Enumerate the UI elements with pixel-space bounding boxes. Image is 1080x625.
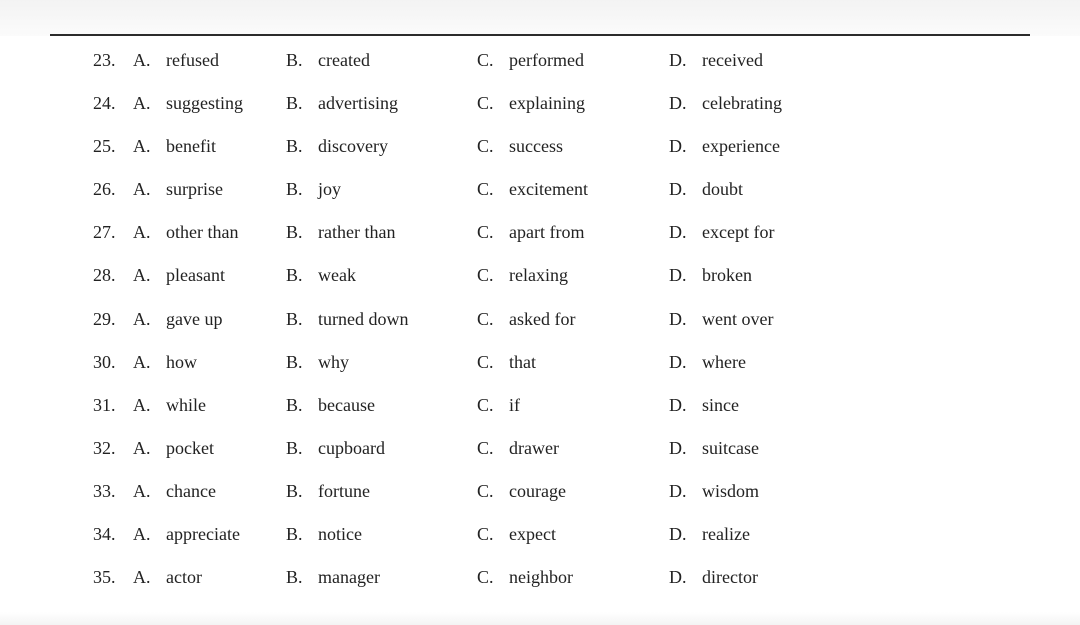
option-c: success (509, 136, 563, 157)
option-c: apart from (509, 222, 585, 243)
option-letter-a: A. (133, 222, 151, 243)
option-d: experience (702, 136, 780, 157)
option-b: fortune (318, 480, 370, 501)
option-letter-b: B. (286, 437, 303, 458)
option-letter-b: B. (286, 480, 303, 501)
option-letter-b: B. (286, 524, 303, 545)
option-c: asked for (509, 308, 576, 329)
option-d: doubt (702, 179, 744, 200)
option-c: explaining (509, 93, 585, 114)
option-letter-d: D. (669, 265, 687, 286)
option-letter-c: C. (477, 265, 494, 286)
option-letter-b: B. (286, 50, 303, 70)
option-d: since (702, 394, 739, 415)
question-row (0, 298, 1080, 341)
option-letter-c: C. (477, 50, 494, 70)
option-letter-d: D. (669, 50, 687, 70)
question-list (0, 39, 1080, 599)
question-row (0, 211, 1080, 254)
option-letter-a: A. (133, 265, 151, 286)
option-b: because (318, 394, 375, 415)
option-a: chance (166, 480, 216, 501)
option-letter-d: D. (669, 308, 687, 329)
option-letter-d: D. (669, 437, 687, 458)
question-number: 28. (93, 265, 116, 286)
option-b: why (318, 351, 349, 372)
option-d: except for (702, 222, 775, 243)
option-letter-b: B. (286, 351, 303, 372)
option-letter-a: A. (133, 394, 151, 415)
option-d: where (702, 351, 746, 372)
option-letter-a: A. (133, 351, 151, 372)
option-c: if (509, 394, 520, 415)
option-letter-d: D. (669, 351, 687, 372)
option-a: surprise (166, 179, 223, 200)
option-letter-c: C. (477, 308, 494, 329)
option-letter-a: A. (133, 437, 151, 458)
option-letter-c: C. (477, 351, 494, 372)
option-letter-b: B. (286, 179, 303, 200)
option-letter-c: C. (477, 93, 494, 114)
option-a: benefit (166, 136, 216, 157)
option-letter-b: B. (286, 567, 303, 588)
option-letter-d: D. (669, 93, 687, 114)
option-letter-d: D. (669, 480, 687, 501)
option-letter-a: A. (133, 136, 151, 157)
option-letter-c: C. (477, 480, 494, 501)
option-a: refused (166, 50, 219, 70)
option-letter-a: A. (133, 567, 151, 588)
option-c: performed (509, 50, 584, 70)
option-letter-d: D. (669, 394, 687, 415)
option-letter-b: B. (286, 136, 303, 157)
option-letter-d: D. (669, 136, 687, 157)
option-letter-a: A. (133, 93, 151, 114)
option-b: advertising (318, 93, 398, 114)
question-row (0, 427, 1080, 470)
option-d: realize (702, 524, 750, 545)
question-row (0, 39, 1080, 82)
option-letter-b: B. (286, 265, 303, 286)
option-c: drawer (509, 437, 559, 458)
question-row (0, 384, 1080, 427)
option-letter-d: D. (669, 222, 687, 243)
option-b: rather than (318, 222, 396, 243)
question-number: 23. (93, 50, 116, 70)
option-letter-a: A. (133, 524, 151, 545)
horizontal-rule (50, 34, 1030, 36)
question-row (0, 82, 1080, 125)
option-b: joy (318, 179, 342, 200)
question-number: 29. (93, 308, 116, 329)
option-letter-b: B. (286, 308, 303, 329)
option-letter-a: A. (133, 308, 151, 329)
option-c: relaxing (509, 265, 568, 286)
option-letter-b: B. (286, 93, 303, 114)
option-b: notice (318, 524, 362, 545)
option-letter-c: C. (477, 437, 494, 458)
option-letter-c: C. (477, 179, 494, 200)
option-b: manager (318, 567, 380, 588)
question-row (0, 341, 1080, 384)
option-c: neighbor (509, 567, 573, 588)
option-b: turned down (318, 308, 409, 329)
question-number: 35. (93, 567, 116, 588)
question-row (0, 254, 1080, 297)
option-letter-a: A. (133, 50, 151, 70)
option-a: pleasant (166, 265, 225, 286)
option-letter-c: C. (477, 394, 494, 415)
question-number: 27. (93, 222, 116, 243)
option-d: director (702, 567, 758, 588)
question-row (0, 470, 1080, 513)
option-d: wisdom (702, 480, 760, 501)
option-letter-c: C. (477, 567, 494, 588)
option-a: pocket (166, 437, 214, 458)
question-number: 34. (93, 524, 116, 545)
question-number: 32. (93, 437, 116, 458)
option-letter-b: B. (286, 394, 303, 415)
option-d: went over (702, 308, 774, 329)
question-row (0, 168, 1080, 211)
option-d: suitcase (702, 437, 759, 458)
option-letter-a: A. (133, 179, 151, 200)
option-letter-c: C. (477, 524, 494, 545)
option-letter-d: D. (669, 567, 687, 588)
top-margin (0, 0, 1080, 36)
option-b: weak (318, 265, 356, 286)
question-number: 26. (93, 179, 116, 200)
option-letter-d: D. (669, 179, 687, 200)
option-letter-a: A. (133, 480, 151, 501)
option-a: appreciate (166, 524, 240, 545)
question-number: 31. (93, 394, 116, 415)
option-a: actor (166, 567, 202, 588)
question-row (0, 513, 1080, 556)
option-letter-b: B. (286, 222, 303, 243)
question-number: 33. (93, 480, 116, 501)
option-a: gave up (166, 308, 223, 329)
question-row (0, 125, 1080, 168)
bottom-margin (0, 612, 1080, 625)
option-d: celebrating (702, 93, 782, 114)
option-b: discovery (318, 136, 388, 157)
option-letter-c: C. (477, 136, 494, 157)
option-a: suggesting (166, 93, 244, 114)
option-b: cupboard (318, 437, 385, 458)
option-a: other than (166, 222, 239, 243)
question-row (0, 556, 1080, 599)
question-number: 25. (93, 136, 116, 157)
option-c: excitement (509, 179, 588, 200)
option-c: expect (509, 524, 556, 545)
question-number: 24. (93, 93, 116, 114)
option-c: that (509, 351, 536, 372)
option-d: broken (702, 265, 752, 286)
option-b: created (318, 50, 370, 70)
option-letter-c: C. (477, 222, 494, 243)
option-c: courage (509, 480, 566, 501)
option-a: how (166, 351, 197, 372)
option-a: while (166, 394, 206, 415)
question-number: 30. (93, 351, 116, 372)
option-d: received (702, 50, 763, 70)
option-letter-d: D. (669, 524, 687, 545)
